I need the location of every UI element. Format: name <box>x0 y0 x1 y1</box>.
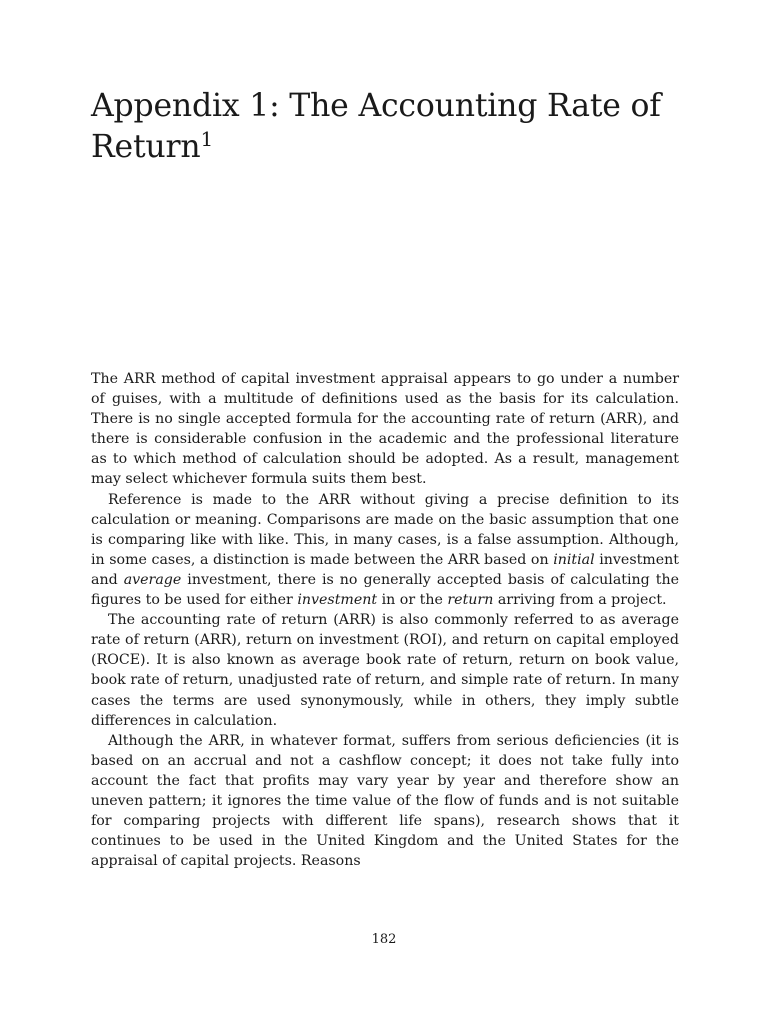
paragraph-1-text: The ARR method of capital investment appraisal appears to go under a number of guises, with a multitude of definitions used as the basis for its calculation. There is no single accepted formula for the accounting rate of return (ARR), and there is considerable confusion in the academic and the professional literature as to which method of calculation should be adopted. As a result, management may select whichever formula suits them best. <box>91 371 679 488</box>
paragraph-2-text-d: in or the <box>377 592 448 609</box>
chapter-title-text: Appendix 1: The Accounting Rate of Return <box>91 88 661 165</box>
emphasis-average: average <box>123 571 182 588</box>
chapter-title <box>91 86 691 168</box>
paragraph-4-text: Although the ARR, in whatever format, suffers from serious deficiencies (it is based on an accrual and not a cashflow concept; it does not take fully into account the fact that profits may vary year by year and therefore show an uneven pattern; it ignores the time value of the flow of funds and is not suitable for comparing projects with different life spans), research shows that it continues to be used in the United Kingdom and the United States for the appraisal of capital projects. Reasons <box>91 732 679 870</box>
paragraph-3-text: The accounting rate of return (ARR) is also commonly referred to as average rate of return (ARR), return on investment (ROI), and return on capital employed (ROCE). It is also known as average book rate of return, return on book value, book rate of return, unadjusted rate of return, and simple rate of return. In many cases the terms are used synonymously, while in others, they imply subtle differences in calculation. <box>91 612 679 729</box>
paragraph-2-text-b: investment and <box>91 551 679 588</box>
paragraph-4 <box>91 731 679 872</box>
emphasis-return: return <box>447 592 494 609</box>
footnote-mark: 1 <box>200 127 213 151</box>
emphasis-initial: initial <box>553 551 595 568</box>
body-text <box>91 369 679 871</box>
paragraph-1 <box>91 369 679 490</box>
emphasis-investment: investment <box>297 592 378 609</box>
paragraph-2 <box>91 490 679 611</box>
paragraph-2-text-a: Reference is made to the ARR without giving a precise definition to its calculation or meaning. Comparisons are made on the basic assumption that one is comparing like with like. This, in many cases, is a false assumption. Although, in some cases, a distinction is made between the ARR based on <box>91 491 679 568</box>
page-number: 182 <box>371 932 397 947</box>
paragraph-3 <box>91 610 679 731</box>
paragraph-2-text-e: arriving from a project. <box>493 592 667 609</box>
paragraph-2-text-c: investment, there is no generally accepted basis of calculating the figures to be used for either <box>91 571 679 609</box>
